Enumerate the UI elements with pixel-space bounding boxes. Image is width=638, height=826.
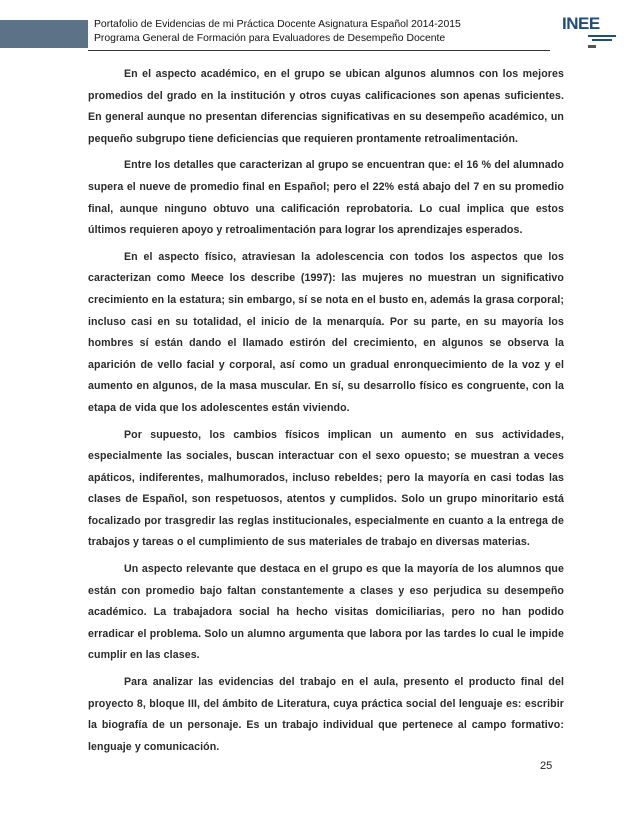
header-line-2: Programa General de Formación para Evaluadores de Desempeño Docente [94, 33, 446, 44]
inee-logo [562, 15, 618, 55]
paragraph-physical: En el aspecto físico, atraviesan la adolescencia con todos los aspectos que los caracterizan como Meece los describe (1997): las mujeres no muestran un significativo crecimiento en la estatura; sin embargo, sí se nota en el busto en, además la grasa corporal; incluso casi en su totalidad, el inicio de la menarquía. Por su parte, en su mayoría los hombres sí están dando el llamado estirón del crecimiento, en algunos se observa la aparición de vello facial y corporal, así como un gradual enronquecimiento de la voz y el aumento en algunos, de la masa muscular. En sí, su desarrollo físico es congruente, con la etapa de vida que los adolescentes están viviendo. [88, 250, 564, 414]
paragraph-academic: En el aspecto académico, en el grupo se ubican algunos alumnos con los mejores promedios del grado en la institución y otros cuyas calificaciones son apenas suficientes. En general aunque no presentan diferencias significativas en su desempeño académico, un pequeño subgrupo tiene deficiencias que requieren prontamente retroalimentación. [88, 68, 564, 145]
paragraph-attendance: Un aspecto relevante que destaca en el grupo es que la mayoría de los alumnos que están con promedio bajo faltan constantemente a clases y eso perjudica su desempeño académico. La trabajadora social ha hecho visitas domiciliarias, pero no han podido erradicar el problema. Solo un alumno argumenta que labora por las tardes lo cual le impide cumplir en las clases. [88, 563, 564, 662]
logo-wordmark: INEE [562, 14, 600, 33]
header-divider [88, 50, 550, 51]
paragraph-evidence: Para analizar las evidencias del trabajo en el aula, presento el producto final del proyecto 8, bloque III, del ámbito de Literatura, cuya práctica social del lenguaje es: escribir la biografía de un personaje. Es un trabajo individual que pertenece al campo formativo: lenguaje y comunicación. [88, 676, 564, 753]
paragraph-social: Por supuesto, los cambios físicos implican un aumento en sus actividades, especialmente las sociales, buscan interactuar con el sexo opuesto; se muestran a veces apáticos, indiferentes, malhumorados, incluso rebeldes; pero la mayoría en casi todas las clases de Español, son respetuosos, atentos y cumplidos. Solo un grupo minoritario está focalizado por trasgredir las reglas institucionales, especialmente en cuanto a la entrega de trabajos y tareas o el cumplimiento de sus materiales de trabajo en diversas materias. [88, 428, 564, 549]
header-line-1: Portafolio de Evidencias de mi Práctica Docente Asignatura Español 2014-2015 [94, 19, 461, 30]
document-body [88, 64, 564, 763]
document-header [94, 18, 534, 46]
page-number: 25 [540, 760, 553, 772]
logo-tagline-mark [588, 35, 616, 37]
header-accent-bar [0, 20, 88, 48]
paragraph-statistics: Entre los detalles que caracterizan al grupo se encuentran que: el 16 % del alumnado supera el nueve de promedio final en Español; pero el 22% está abajo del 7 en su promedio final, aunque ninguno obtuvo una calificación reprobatoria. Lo cual implica que estos últimos requieren apoyo y retroalimentación para lograr los aprendizajes esperados. [88, 159, 564, 237]
logo-tagline-mark-2 [592, 39, 612, 41]
logo-seal-mark [588, 45, 596, 48]
